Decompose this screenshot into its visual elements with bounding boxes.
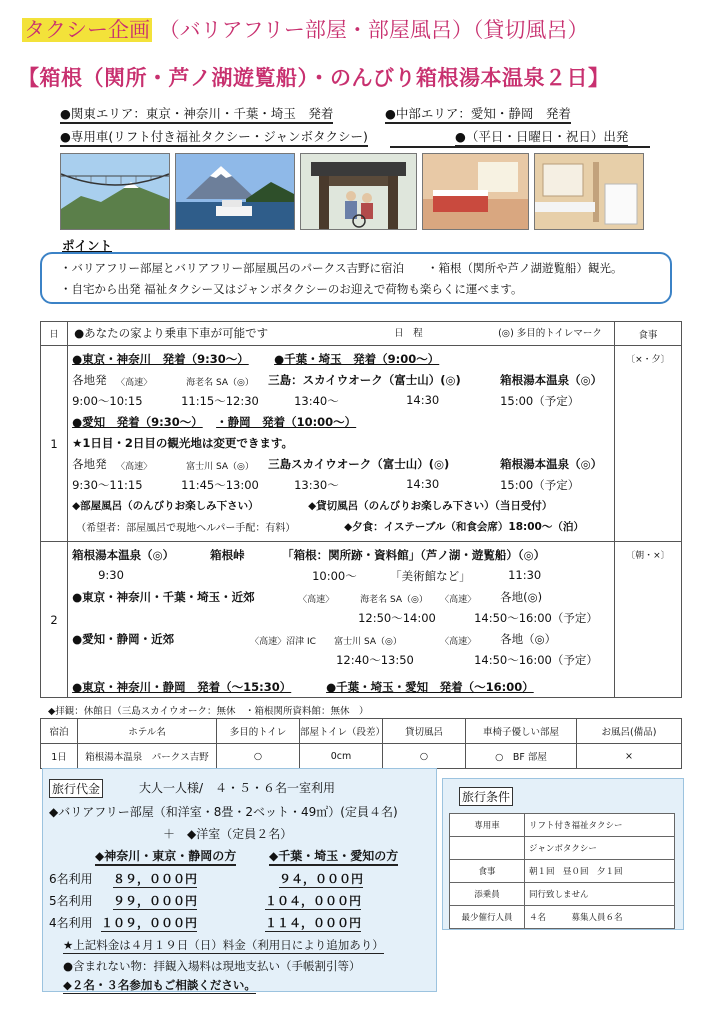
header-meal: 食事 bbox=[614, 322, 681, 346]
day-2-meal: 〔朝・×〕 bbox=[614, 542, 681, 698]
d1-l7-t1: 9:30～11:15 bbox=[72, 478, 143, 492]
hotel-cell: 0cm bbox=[300, 744, 383, 769]
admission-note: ◆拝観：休館日（三島スカイウオーク：無休 ・箱根関所資料館：無休 ） bbox=[48, 706, 369, 717]
d2-l5-hw1: 〈高速〉沼津 IC bbox=[250, 637, 316, 647]
d2-l3-hw1: 〈高速〉 bbox=[298, 595, 335, 605]
d1-l2-hw: 〈高速〉 bbox=[116, 378, 153, 388]
d1-l3-t4: 14:30 bbox=[406, 393, 440, 407]
title-highlight: タクシー企画 bbox=[24, 18, 150, 42]
d1-l3-t5: 15:00（予定） bbox=[500, 394, 580, 408]
d2-l2-t4: 11:30 bbox=[508, 568, 542, 582]
price-room-2: ＋ ◆洋室（定員２名） bbox=[163, 827, 293, 841]
price-note-1: ★上記料金は４月１９日（日）料金（利用日により追加あり） bbox=[63, 938, 384, 952]
d2-l5a: ●愛知・静岡・近郊 bbox=[72, 632, 175, 646]
d2-l3-sa: 海老名 SA（◎） bbox=[360, 595, 428, 605]
header-main: ●あなたの家より乗車下車が可能です bbox=[74, 326, 269, 340]
d2-l7b: ●千葉・埼玉・愛知 発着（～16:00） bbox=[326, 680, 534, 694]
d1-l1a: ●東京・神奈川 発着（9:30～） bbox=[72, 352, 249, 366]
day-1-meal: 〔×・夕〕 bbox=[614, 346, 681, 542]
price-label: 旅行代金 bbox=[49, 779, 103, 798]
d1-l7-t5: 15:00（予定） bbox=[500, 478, 580, 492]
price-row-6-label: 6名利用 bbox=[49, 872, 93, 886]
hotel-header-row bbox=[41, 719, 682, 744]
d2-l2-t3: 「美術館など」 bbox=[390, 569, 471, 583]
d1-l6-place: 三島スカイウオーク（富士山）(◎) bbox=[268, 457, 450, 471]
d1-l2-dep: 各地発 bbox=[72, 373, 107, 387]
d2-l1a: 箱根湯本温泉（◎） bbox=[72, 548, 175, 562]
d1-l6-sa: 富士川 SA（◎） bbox=[186, 462, 254, 472]
d1-l7-t4: 14:30 bbox=[406, 477, 440, 491]
points-line-1: ・バリアフリー部屋とバリアフリー部屋風呂のパークス吉野に宿泊 ・箱根（関所や芦ノ湖遊覧船）観光。 bbox=[60, 261, 623, 275]
d1-l9a: （希望者：部屋風呂で現地ヘルパー手配：有料） bbox=[76, 523, 296, 534]
conditions-table bbox=[449, 813, 675, 929]
hotel-head-bath: お風呂(備品) bbox=[577, 719, 682, 744]
d2-l7a: ●東京・神奈川・静岡 発着（～15:30） bbox=[72, 680, 292, 694]
d1-l7-t2: 11:45～13:00 bbox=[181, 478, 259, 492]
day-2-number: 2 bbox=[41, 542, 68, 698]
cond-vehicle-value-2: ジャンボタクシー bbox=[525, 837, 675, 860]
header-toilet: (◎) 多目的トイレマーク bbox=[498, 328, 602, 339]
d1-l1b: ●千葉・埼玉 発着（9:00～） bbox=[274, 352, 440, 366]
cond-vehicle-value: リフト付き福祉タクシー bbox=[525, 814, 675, 837]
price-basis: 大人一人様/ ４・５・６名一室利用 bbox=[139, 781, 336, 795]
d2-l6-t1: 12:40～13:50 bbox=[336, 653, 414, 667]
divider bbox=[390, 146, 650, 148]
d1-l3-t3: 13:40～ bbox=[294, 394, 339, 408]
price-row-5-label: 5名利用 bbox=[49, 894, 93, 908]
hotel-cell: 1日 bbox=[41, 744, 78, 769]
points-title: ポイント bbox=[62, 238, 113, 253]
schedule-day-1 bbox=[41, 346, 682, 542]
cond-min-value: ４名 募集人員６名 bbox=[525, 906, 675, 929]
d1-l2-dest: 箱根湯本温泉（◎） bbox=[500, 373, 603, 387]
hotel-row bbox=[41, 744, 682, 769]
header-day: 日 bbox=[41, 322, 68, 346]
points-box bbox=[40, 252, 672, 304]
departure-chubu: ●中部エリア：愛知・静岡 発着 bbox=[385, 104, 571, 122]
hotel-cell: ○ bbox=[383, 744, 466, 769]
d1-l8b: ◆貸切風呂（のんびりお楽しみ下さい）（当日受付） bbox=[308, 500, 553, 512]
d2-l2-t1: 9:30 bbox=[98, 568, 124, 582]
d2-l3-hw2: 〈高速〉 bbox=[440, 595, 477, 605]
photo-suspension-bridge bbox=[60, 153, 170, 230]
d1-l4a: ●愛知 発着（9:30～） bbox=[72, 415, 203, 429]
hotel-head-room-toilet: 部屋トイレ（段差） bbox=[300, 719, 383, 744]
photo-barrier-free-room bbox=[422, 153, 529, 230]
hotel-cell: ○ BF 部屋 bbox=[466, 744, 577, 769]
hotel-head-name: ホテル名 bbox=[78, 719, 217, 744]
d2-l2-t2: 10:00～ bbox=[312, 569, 357, 583]
hotel-table bbox=[40, 718, 682, 769]
price-row-5-b: １０４，０００円 bbox=[265, 894, 362, 908]
cond-min-label: 最少催行人員 bbox=[450, 906, 525, 929]
d2-l1c: 「箱根：関所跡・資料館」（芦ノ湖・遊覧船）（◎） bbox=[282, 548, 546, 562]
hotel-cell: ○ bbox=[217, 744, 300, 769]
conditions-panel bbox=[442, 778, 684, 930]
price-row-6-a: ８９，０００円 bbox=[113, 872, 198, 886]
page-title bbox=[22, 14, 588, 44]
schedule-day-2 bbox=[41, 542, 682, 698]
photo-travelers-at-gate bbox=[300, 153, 417, 230]
d1-l4b: ・静岡 発着（10:00～） bbox=[216, 415, 357, 429]
d1-l3-t2: 11:15～12:30 bbox=[181, 394, 259, 408]
hotel-head-toilet: 多目的トイレ bbox=[217, 719, 300, 744]
schedule-table bbox=[40, 321, 682, 698]
d1-l5: ★1日目・2日目の観光地は変更できます。 bbox=[72, 436, 293, 450]
d1-l2-place: 三島：スカイウオーク（富士山）(◎) bbox=[268, 373, 461, 387]
price-col-1: ◆神奈川・東京・静岡の方 bbox=[95, 847, 236, 866]
d1-l7-t3: 13:30～ bbox=[294, 478, 339, 492]
price-room-1: ◆バリアフリー部屋（和洋室・8畳・2ベット・49㎡）(定員４名) bbox=[49, 805, 398, 819]
d1-l3-t1: 9:00～10:15 bbox=[72, 394, 143, 408]
d2-l1b: 箱根峠 bbox=[210, 548, 245, 562]
d2-l6-t2: 14:50～16:00（予定） bbox=[474, 653, 598, 667]
departure-vehicle: ●専用車(リフト付き福祉タクシー・ジャンボタクシー) bbox=[60, 127, 368, 145]
d1-l6-hw: 〈高速〉 bbox=[116, 462, 153, 472]
d2-l3a: ●東京・神奈川・千葉・埼玉・近郊 bbox=[72, 590, 255, 604]
header-plan: 日 程 bbox=[394, 328, 423, 339]
d1-l6-dest: 箱根湯本温泉（◎） bbox=[500, 457, 603, 471]
d1-l9b: ◆夕食：イステーブル（和食会席）18:00～（泊） bbox=[344, 521, 584, 533]
price-panel bbox=[42, 768, 437, 992]
page-subtitle: 【箱根（関所・芦ノ湖遊覧船）・のんびり箱根湯本温泉２日】 bbox=[18, 66, 610, 90]
cond-vehicle-label: 専用車 bbox=[450, 814, 525, 837]
cond-guide-label: 添乗員 bbox=[450, 883, 525, 906]
hotel-head-stay: 宿泊 bbox=[41, 719, 78, 744]
photo-bathroom bbox=[534, 153, 644, 230]
price-row-4-b: １１４，０００円 bbox=[265, 916, 362, 930]
schedule-header-row bbox=[41, 322, 682, 346]
d1-l2-sa: 海老名 SA（◎） bbox=[186, 378, 254, 388]
departure-days: ●（平日・日曜日・祝日）出発 bbox=[455, 127, 628, 145]
price-row-5-a: ９９，０００円 bbox=[113, 894, 198, 908]
points-line-2: ・自宅から出発 福祉タクシー又はジャンボタクシーのお迎えで荷物も楽らくに運べます。 bbox=[60, 282, 523, 296]
hotel-cell: × bbox=[577, 744, 682, 769]
d2-l4-t2: 14:50～16:00（予定） bbox=[474, 611, 598, 625]
cond-meal-label: 食事 bbox=[450, 860, 525, 883]
photo-mount-fuji-cruise bbox=[175, 153, 295, 230]
price-col-2: ◆千葉・埼玉・愛知の方 bbox=[269, 847, 398, 866]
d2-l4-t1: 12:50～14:00 bbox=[358, 611, 436, 625]
departure-kanto: ●関東エリア：東京・神奈川・千葉・埼玉 発着 bbox=[60, 104, 333, 122]
cond-guide-value: 同行致しません bbox=[525, 883, 675, 906]
price-row-6-b: ９４，０００円 bbox=[279, 872, 364, 886]
price-note-2: ●含まれない物：拝観入場料は現地支払い（手帳割引等） bbox=[63, 959, 361, 973]
d2-l5-sa: 富士川 SA（◎） bbox=[334, 637, 402, 647]
hotel-head-wheelchair: 車椅子優しい部屋 bbox=[466, 719, 577, 744]
title-rest: （バリアフリー部屋・部屋風呂）（貸切風呂） bbox=[158, 18, 589, 42]
hotel-cell: 箱根湯本温泉 パークス吉野 bbox=[78, 744, 217, 769]
d1-l6-dep: 各地発 bbox=[72, 457, 107, 471]
price-note-3: ◆２名・３名参加もご相談ください。 bbox=[63, 978, 256, 992]
cond-meal-value: 朝１回 昼０回 夕１回 bbox=[525, 860, 675, 883]
d2-l5-dest: 各地（◎） bbox=[500, 632, 557, 646]
price-row-4-label: 4名利用 bbox=[49, 916, 93, 930]
d2-l5-hw2: 〈高速〉 bbox=[440, 637, 477, 647]
price-row-4-a: １０９，０００円 bbox=[101, 916, 198, 930]
d1-l8a: ◆部屋風呂（のんびりお楽しみ下さい） bbox=[72, 500, 259, 512]
d2-l3-dest: 各地(◎) bbox=[500, 590, 543, 604]
day-1-number: 1 bbox=[41, 346, 68, 542]
hotel-head-private-bath: 貸切風呂 bbox=[383, 719, 466, 744]
conditions-title: 旅行条件 bbox=[459, 787, 513, 806]
